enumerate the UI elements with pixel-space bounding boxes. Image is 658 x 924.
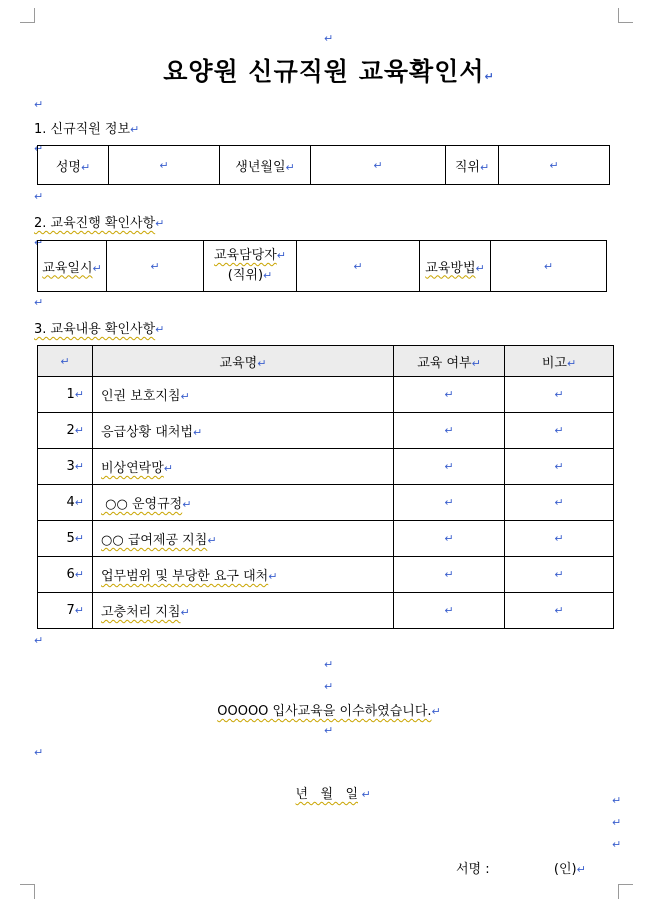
section2-heading-text: 2. 교육진행 확인사항 [34,216,156,231]
completed-cell[interactable] [394,485,505,521]
course-name-cell [93,449,394,485]
course-name-cell [93,377,394,413]
paragraph-mark: ↵ [182,498,192,511]
paragraph-mark: ↵ [554,496,564,509]
paragraph-mark: ↵ [34,296,44,309]
trainer-sublabel: (직위) [227,268,264,283]
crop-mark-top-left [20,8,35,23]
completed-cell[interactable] [394,377,505,413]
notes-cell[interactable] [505,377,614,413]
crop-mark-top-right [618,8,633,23]
paragraph-mark: ↵ [444,424,454,437]
row-number: 4 [66,495,75,510]
paragraph-mark: ↵ [34,236,44,249]
paragraph-mark: ↵ [74,568,84,581]
position-value-cell[interactable] [499,146,610,185]
course-name-cell [93,485,394,521]
paragraph-mark: ↵ [612,816,622,829]
paragraph-mark: ↵ [74,532,84,545]
course-name-cell [93,521,394,557]
row-number-cell [38,557,93,593]
course-name: 고충처리 지침 [101,605,181,620]
paragraph-mark: ↵ [92,261,102,275]
paragraph-mark: ↵ [263,269,273,282]
paragraph-mark: ↵ [431,705,441,718]
paragraph-mark: ↵ [484,70,495,83]
section1-heading-text: 1. 신규직원 정보 [34,122,131,137]
paragraph-mark: ↵ [74,424,84,437]
table-row [38,377,614,413]
paragraph-mark: ↵ [257,356,267,370]
birthdate-value-cell[interactable] [311,146,446,185]
training-method-value-cell[interactable] [491,241,607,292]
date-line-text: 년 월 일 [295,787,358,802]
document-title[interactable] [0,52,658,88]
section3-heading-text: 3. 교육내용 확인사항 [34,322,156,337]
paragraph-mark: ↵ [34,746,44,759]
row-number: 3 [66,459,75,474]
paragraph-mark: ↵ [324,658,334,671]
paragraph-mark: ↵ [74,604,84,617]
course-name-cell [93,593,394,629]
paragraph-mark: ↵ [80,160,91,174]
row-number-cell [38,449,93,485]
column-header-notes-text: 비고 [541,355,567,371]
name-value-cell[interactable] [109,146,220,185]
paragraph-mark: ↵ [554,424,564,437]
paragraph-mark: ↵ [475,261,485,275]
paragraph-mark: ↵ [324,680,334,693]
paragraph-mark: ↵ [130,123,140,136]
paragraph-mark: ↵ [444,568,454,581]
date-line[interactable] [0,768,658,802]
table-row [38,521,614,557]
paragraph-mark: ↵ [34,98,44,111]
paragraph-mark: ↵ [155,323,165,336]
paragraph-mark: ↵ [444,496,454,509]
name-label-cell [38,146,109,185]
training-method-label: 교육방법 [425,260,476,276]
paragraph-mark: ↵ [554,604,564,617]
notes-cell[interactable] [505,521,614,557]
table-row [38,557,614,593]
course-name: 응급상황 대처법 [101,425,194,440]
paragraph-mark: ↵ [444,388,454,401]
crop-mark-bottom-left [20,884,35,899]
paragraph-mark: ↵ [159,158,169,172]
paragraph-mark: ↵ [353,259,363,273]
completed-cell[interactable] [394,593,505,629]
course-name: ○○ 급여제공 지침 [101,533,208,548]
paragraph-mark: ↵ [60,354,70,368]
paragraph-mark: ↵ [155,217,165,230]
column-header-notes [505,346,614,377]
training-date-label-cell [38,241,107,292]
table-row [38,485,614,521]
course-name: 업무범위 및 부당한 요구 대처 [101,569,269,584]
trainer-value-cell[interactable] [297,241,420,292]
notes-cell[interactable] [505,557,614,593]
trainer-label-cell [204,241,297,292]
paragraph-mark: ↵ [554,388,564,401]
training-method-label-cell [420,241,491,292]
completed-cell[interactable] [394,557,505,593]
row-number: 1 [66,387,75,402]
paragraph-mark: ↵ [150,259,160,273]
position-label-cell [446,146,499,185]
signature-line[interactable] [456,858,586,877]
table-row [38,413,614,449]
training-info-table [37,240,607,292]
row-number: 7 [66,603,75,618]
paragraph-mark: ↵ [612,794,622,807]
row-number: 2 [66,423,75,438]
column-header-course-text: 교육명 [219,355,258,371]
paragraph-mark: ↵ [471,356,481,370]
paragraph-mark: ↵ [180,390,190,403]
paragraph-mark: ↵ [358,788,371,801]
row-number-cell [38,485,93,521]
course-name-cell [93,413,394,449]
paragraph-mark: ↵ [285,160,295,174]
table-row [38,593,614,629]
paragraph-mark: ↵ [74,496,84,509]
paragraph-mark: ↵ [74,388,84,401]
notes-cell[interactable] [505,449,614,485]
paragraph-mark: ↵ [276,249,286,262]
paragraph-mark: ↵ [180,606,190,619]
row-number-cell [38,593,93,629]
paragraph-mark: ↵ [576,863,586,876]
paragraph-mark: ↵ [612,838,622,851]
notes-cell[interactable] [505,413,614,449]
paragraph-mark: ↵ [74,460,84,473]
paragraph-mark: ↵ [207,534,217,547]
seal-mark: (인) [553,862,577,877]
paragraph-mark: ↵ [479,160,490,174]
paragraph-mark: ↵ [324,32,334,45]
column-header-course [93,346,394,377]
section3-heading[interactable] [34,318,164,337]
section2-heading[interactable] [34,212,164,231]
paragraph-mark: ↵ [34,142,44,155]
paragraph-mark: ↵ [324,724,334,737]
training-date-label: 교육일시 [42,260,93,276]
training-date-value-cell[interactable] [107,241,204,292]
trainer-label: 교육담당자 [213,248,277,263]
completion-statement[interactable] [0,700,658,719]
paragraph-mark: ↵ [193,426,203,439]
column-header-completed [394,346,505,377]
paragraph-mark: ↵ [444,532,454,545]
column-header-completed-text: 교육 여부 [417,355,472,371]
course-name: ○○ 운영규정 [101,497,183,512]
column-header-no [38,346,93,377]
row-number-cell [38,413,93,449]
completed-cell[interactable] [394,449,505,485]
course-name: 비상연락망 [101,461,164,476]
notes-cell[interactable] [505,485,614,521]
paragraph-mark: ↵ [549,158,559,172]
birthdate-label-cell [220,146,311,185]
staff-info-table [37,145,610,185]
paragraph-mark: ↵ [163,462,174,475]
paragraph-mark: ↵ [373,158,383,172]
crop-mark-bottom-right [618,884,633,899]
paragraph-mark: ↵ [444,604,454,617]
signature-label: 서명 : [456,862,490,877]
position-label: 직위 [454,159,480,175]
notes-cell[interactable] [505,593,614,629]
completion-statement-text: OOOOO 입사교육을 이수하였습니다. [217,704,432,719]
paragraph-mark: ↵ [543,259,554,273]
row-number: 5 [66,531,75,546]
table-row [38,449,614,485]
section1-heading[interactable] [34,118,139,137]
paragraph-mark: ↵ [554,532,564,545]
row-number-cell [38,521,93,557]
name-label: 성명 [55,159,81,175]
paragraph-mark: ↵ [34,190,44,203]
course-name: 인권 보호지침 [101,389,181,404]
birthdate-label: 생년월일 [235,159,286,175]
paragraph-mark: ↵ [554,460,564,473]
completed-cell[interactable] [394,413,505,449]
paragraph-mark: ↵ [566,356,577,370]
training-content-table [37,345,614,629]
course-name-cell [93,557,394,593]
completed-cell[interactable] [394,521,505,557]
paragraph-mark: ↵ [34,634,44,647]
row-number: 6 [66,567,75,582]
paragraph-mark: ↵ [268,570,278,583]
row-number-cell [38,377,93,413]
paragraph-mark: ↵ [554,568,564,581]
title-text: 요양원 신규직원 교육확인서 [163,57,485,86]
paragraph-mark: ↵ [444,460,454,473]
